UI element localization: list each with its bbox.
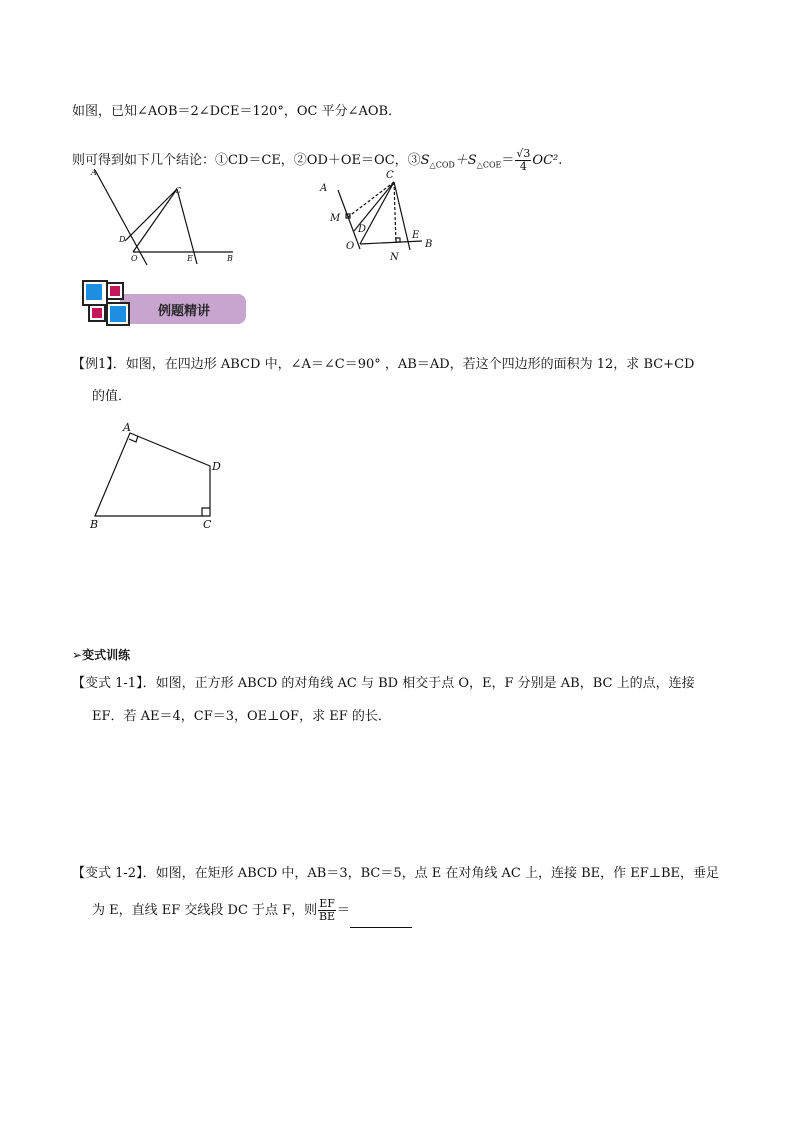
area-equals: ＝ <box>501 153 515 168</box>
banner-title: 例题精讲 <box>158 304 211 319</box>
area-symbol: S <box>420 153 430 168</box>
banner-icon-pink-square-2 <box>92 308 102 318</box>
fig2-label-o: O <box>346 241 355 252</box>
oc-squared: OC². <box>532 153 563 168</box>
variant1-line-2: EF．若 AE＝4，CF＝3，OE⊥OF，求 EF 的长． <box>92 709 391 724</box>
example1-line-1: 【例1】．如图，在四边形 ABCD 中，∠A＝∠C＝90° ，AB＝AD，若这个四边形的面积为 12，求 BC+CD <box>72 357 695 372</box>
right-angle-mark-n <box>396 238 400 242</box>
fraction-numerator: √3 <box>516 147 531 160</box>
fig3-label-a: A <box>123 421 131 434</box>
fraction-denominator: BE <box>318 910 336 923</box>
fig2-label-c: C <box>386 170 394 181</box>
variant-heading-label: 变式训练 <box>82 648 131 662</box>
ef-over-be-fraction <box>318 898 336 923</box>
banner-icon-blue-square-2 <box>110 306 126 322</box>
variant2-equals: ＝ <box>336 903 350 918</box>
variant1-line-1: 【变式 1-1】．如图，正方形 ABCD 的对角线 AC 与 BD 相交于点 O，E，F 分别是 AB，BC 上的点，连接 <box>72 676 695 691</box>
intro-line-1: 如图，已知∠AOB＝2∠DCE＝120°，OC 平分∠AOB． <box>72 104 402 119</box>
banner-icon-blue-square <box>86 284 102 300</box>
figure-2-angle-diagram <box>312 165 444 265</box>
area-plus: ＋S <box>454 153 477 168</box>
segment-cd <box>125 189 177 241</box>
intro-line-2-text: 则可得到如下几个结论：①CD＝CE，②OD＋OE＝OC，③ <box>72 153 421 168</box>
example1-line-2: 的值． <box>92 389 132 404</box>
area-subscript-2: △COE <box>476 160 502 170</box>
variant-heading <box>72 646 130 663</box>
segment-oc <box>133 189 177 252</box>
figure-3-quadrilateral <box>85 418 230 536</box>
figure-1-angle-diagram <box>85 165 245 265</box>
perpendicular-cm <box>348 182 394 217</box>
answer-blank <box>350 913 412 928</box>
fig3-label-c: C <box>203 518 212 531</box>
segment-ce <box>177 189 197 264</box>
fig1-label-e: E <box>187 254 193 263</box>
fraction-denominator: 4 <box>519 160 527 173</box>
fig2-label-d: D <box>358 224 367 235</box>
sqrt3-over-4-fraction <box>515 148 531 173</box>
banner-icon-pink-square <box>110 286 120 296</box>
section-banner <box>80 278 250 330</box>
fig2-label-a: A <box>320 183 328 194</box>
variant2-line-2 <box>92 894 412 928</box>
fig1-label-c: C <box>175 186 182 195</box>
fig2-label-m: M <box>330 213 341 224</box>
variant2-line-1: 【变式 1-2】．如图，在矩形 ABCD 中，AB＝3，BC＝5，点 E 在对角线 AC 上，连接 BE，作 EF⊥BE，垂足 <box>72 866 720 881</box>
area-subscript-1: △COD <box>429 160 455 170</box>
fig3-label-b: B <box>90 518 99 531</box>
ray-oa <box>95 170 147 265</box>
fig1-label-a: A <box>91 168 97 177</box>
fraction-numerator: EF <box>319 897 335 910</box>
fig2-label-b: B <box>425 239 433 250</box>
fig1-label-o: O <box>131 254 138 263</box>
quadrilateral-abcd <box>95 433 210 516</box>
fig1-label-d: D <box>119 235 126 244</box>
fig2-label-e: E <box>412 230 420 241</box>
arrow-bullet-icon: ➢ <box>72 648 83 662</box>
fig2-label-n: N <box>390 252 399 263</box>
right-angle-mark-a <box>129 436 138 442</box>
variant2-line-2-text: 为 E，直线 EF 交线段 DC 于点 F，则 <box>92 903 318 918</box>
ray-ob <box>360 241 422 244</box>
right-angle-mark-c <box>202 508 210 516</box>
fig3-label-d: D <box>212 460 221 473</box>
fig1-label-b: B <box>227 254 233 263</box>
